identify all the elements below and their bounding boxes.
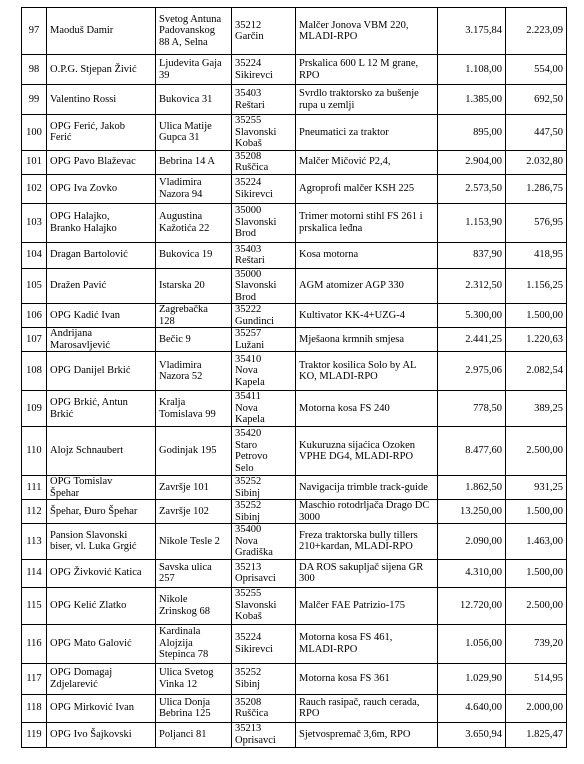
table-row xyxy=(22,587,567,624)
postal-place-cell: 35255 Slavonski Kobaš xyxy=(232,587,296,624)
grant-amount-cell: 1.156,25 xyxy=(506,268,567,304)
equipment-description-cell: Svrdlo traktorsko za bušenje rupa u zemlji xyxy=(296,85,438,115)
applicant-address-cell: Bukovica 19 xyxy=(156,242,232,268)
total-cost-cell: 1.385,00 xyxy=(438,85,506,115)
postal-place-cell: 35212 Garčin xyxy=(232,8,296,55)
row-number-cell: 112 xyxy=(22,500,47,524)
equipment-description-cell: Navigacija trimble track-guide xyxy=(296,476,438,500)
table-row xyxy=(22,115,567,151)
row-number-cell: 97 xyxy=(22,8,47,55)
total-cost-cell: 837,90 xyxy=(438,242,506,268)
postal-place-cell: 35208 Ruščica xyxy=(232,694,296,722)
grant-amount-cell: 1.500,00 xyxy=(506,500,567,524)
grant-amount-cell: 1.220,63 xyxy=(506,328,567,352)
postal-place-cell: 35420 Staro Petrovo Selo xyxy=(232,427,296,476)
total-cost-cell: 12.720,00 xyxy=(438,587,506,624)
grant-amount-cell: 2.500,00 xyxy=(506,587,567,624)
postal-place-cell: 35000 Slavonski Brod xyxy=(232,203,296,242)
grant-amount-cell: 2.223,09 xyxy=(506,8,567,55)
postal-place-cell: 35252 Sibinj xyxy=(232,500,296,524)
applicant-address-cell: Bukovica 31 xyxy=(156,85,232,115)
applicant-address-cell: Ljudevita Gaja 39 xyxy=(156,55,232,85)
total-cost-cell: 3.175,84 xyxy=(438,8,506,55)
table-row xyxy=(22,500,567,524)
row-number-cell: 98 xyxy=(22,55,47,85)
postal-place-cell: 35403 Reštari xyxy=(232,85,296,115)
equipment-description-cell: Motorna kosa FS 361 xyxy=(296,663,438,694)
equipment-description-cell: Malčer Jonova VBM 220, MLADI-RPO xyxy=(296,8,438,55)
postal-place-cell: 35255 Slavonski Kobaš xyxy=(232,115,296,151)
table-row xyxy=(22,352,567,391)
postal-place-cell: 35224 Sikirevci xyxy=(232,55,296,85)
applicant-name-cell: Dražen Pavić xyxy=(47,268,156,304)
applicant-address-cell: Bečic 9 xyxy=(156,328,232,352)
postal-place-cell: 35224 Sikirevci xyxy=(232,624,296,663)
applicant-address-cell: Vladimira Nazora 52 xyxy=(156,352,232,391)
row-number-cell: 107 xyxy=(22,328,47,352)
equipment-description-cell: Kultivator KK-4+UZG-4 xyxy=(296,304,438,328)
postal-place-cell: 35257 Lužani xyxy=(232,328,296,352)
applicant-name-cell: OPG Danijel Brkić xyxy=(47,352,156,391)
total-cost-cell: 3.650,94 xyxy=(438,722,506,747)
table-row xyxy=(22,663,567,694)
row-number-cell: 118 xyxy=(22,694,47,722)
applicant-name-cell: OPG Živković Katica xyxy=(47,559,156,587)
applicant-name-cell: OPG Mato Galović xyxy=(47,624,156,663)
row-number-cell: 114 xyxy=(22,559,47,587)
row-number-cell: 103 xyxy=(22,203,47,242)
total-cost-cell: 2.975,06 xyxy=(438,352,506,391)
grant-amount-cell: 389,25 xyxy=(506,391,567,427)
grant-amount-cell: 692,50 xyxy=(506,85,567,115)
grant-amount-cell: 2.500,00 xyxy=(506,427,567,476)
row-number-cell: 106 xyxy=(22,304,47,328)
total-cost-cell: 1.108,00 xyxy=(438,55,506,85)
row-number-cell: 117 xyxy=(22,663,47,694)
equipment-description-cell: Traktor kosilica Solo by AL KO, MLADI-RPO xyxy=(296,352,438,391)
equipment-description-cell: Freza traktorska bully tillers 210+kardan, MLADI-RPO xyxy=(296,524,438,560)
applicant-address-cell: Savska ulica 257 xyxy=(156,559,232,587)
total-cost-cell: 8.477,60 xyxy=(438,427,506,476)
row-number-cell: 113 xyxy=(22,524,47,560)
row-number-cell: 115 xyxy=(22,587,47,624)
grant-amount-cell: 931,25 xyxy=(506,476,567,500)
grant-amount-cell: 1.286,75 xyxy=(506,174,567,203)
grant-amount-cell: 514,95 xyxy=(506,663,567,694)
postal-place-cell: 35400 Nova Gradiška xyxy=(232,524,296,560)
table-row xyxy=(22,174,567,203)
applicant-address-cell: Svetog Antuna Padovanskog 88 A, Selna xyxy=(156,8,232,55)
postal-place-cell: 35000 Slavonski Brod xyxy=(232,268,296,304)
applicant-address-cell: Ulica Svetog Vinka 12 xyxy=(156,663,232,694)
row-number-cell: 109 xyxy=(22,391,47,427)
equipment-description-cell: Kukuruzna sijaćica Ozoken VPHE DG4, MLADI-RPO xyxy=(296,427,438,476)
table-row xyxy=(22,722,567,747)
grant-amount-cell: 2.082,54 xyxy=(506,352,567,391)
row-number-cell: 110 xyxy=(22,427,47,476)
grant-amount-cell: 554,00 xyxy=(506,55,567,85)
postal-place-cell: 35403 Reštari xyxy=(232,242,296,268)
applicant-address-cell: Završje 101 xyxy=(156,476,232,500)
equipment-description-cell: DA ROS sakupljač sijena GR 300 xyxy=(296,559,438,587)
total-cost-cell: 1.153,90 xyxy=(438,203,506,242)
applicant-name-cell: Pansion Slavonski biser, vl. Luka Grgić xyxy=(47,524,156,560)
applicant-name-cell: OPG Mirković Ivan xyxy=(47,694,156,722)
equipment-description-cell: Malčer Mičović P2,4, xyxy=(296,150,438,174)
equipment-description-cell: Agroprofi malčer KSH 225 xyxy=(296,174,438,203)
applicant-name-cell: OPG Kelić Zlatko xyxy=(47,587,156,624)
total-cost-cell: 2.441,25 xyxy=(438,328,506,352)
total-cost-cell: 2.312,50 xyxy=(438,268,506,304)
grant-amount-cell: 576,95 xyxy=(506,203,567,242)
total-cost-cell: 1.029,90 xyxy=(438,663,506,694)
equipment-description-cell: Motorna kosa FS 461, MLADI-RPO xyxy=(296,624,438,663)
equipment-description-cell: AGM atomizer AGP 330 xyxy=(296,268,438,304)
row-number-cell: 102 xyxy=(22,174,47,203)
row-number-cell: 108 xyxy=(22,352,47,391)
grant-amount-cell: 1.500,00 xyxy=(506,559,567,587)
total-cost-cell: 2.090,00 xyxy=(438,524,506,560)
total-cost-cell: 4.310,00 xyxy=(438,559,506,587)
equipment-description-cell: Rauch rasipač, rauch cerada, RPO xyxy=(296,694,438,722)
grant-amount-cell: 1.825,47 xyxy=(506,722,567,747)
table-row xyxy=(22,391,567,427)
applicant-name-cell: O.P.G. Stjepan Živić xyxy=(47,55,156,85)
grant-amount-cell: 2.000,00 xyxy=(506,694,567,722)
table-row xyxy=(22,203,567,242)
applicant-address-cell: Istarska 20 xyxy=(156,268,232,304)
total-cost-cell: 895,00 xyxy=(438,115,506,151)
applicant-name-cell: OPG Iva Zovko xyxy=(47,174,156,203)
grant-amount-cell: 2.032,80 xyxy=(506,150,567,174)
total-cost-cell: 2.573,50 xyxy=(438,174,506,203)
table-row xyxy=(22,476,567,500)
total-cost-cell: 778,50 xyxy=(438,391,506,427)
applicant-address-cell: Kardinala Alojzija Stepinca 78 xyxy=(156,624,232,663)
table-row xyxy=(22,427,567,476)
total-cost-cell: 2.904,00 xyxy=(438,150,506,174)
row-number-cell: 111 xyxy=(22,476,47,500)
table-row xyxy=(22,694,567,722)
applicant-name-cell: OPG Ivo Šajkovski xyxy=(47,722,156,747)
equipment-description-cell: Sjetvospremač 3,6m, RPO xyxy=(296,722,438,747)
applicant-address-cell: Augustina Kažotića 22 xyxy=(156,203,232,242)
row-number-cell: 105 xyxy=(22,268,47,304)
table-row xyxy=(22,268,567,304)
equipment-description-cell: Maschio rotodrljača Drago DC 3000 xyxy=(296,500,438,524)
equipment-description-cell: Prskalica 600 L 12 M grane, RPO xyxy=(296,55,438,85)
postal-place-cell: 35252 Sibinj xyxy=(232,663,296,694)
equipment-description-cell: Pneumatici za traktor xyxy=(296,115,438,151)
total-cost-cell: 5.300,00 xyxy=(438,304,506,328)
grant-amount-cell: 739,20 xyxy=(506,624,567,663)
equipment-description-cell: Motorna kosa FS 240 xyxy=(296,391,438,427)
total-cost-cell: 4.640,00 xyxy=(438,694,506,722)
table-row xyxy=(22,150,567,174)
postal-place-cell: 35411 Nova Kapela xyxy=(232,391,296,427)
equipment-description-cell: Mješaona krmnih smjesa xyxy=(296,328,438,352)
applicant-name-cell: Dragan Bartolović xyxy=(47,242,156,268)
table-body xyxy=(22,8,567,748)
table-row xyxy=(22,524,567,560)
equipment-description-cell: Kosa motorna xyxy=(296,242,438,268)
table-row xyxy=(22,559,567,587)
table-row xyxy=(22,8,567,55)
row-number-cell: 100 xyxy=(22,115,47,151)
grant-amount-cell: 418,95 xyxy=(506,242,567,268)
applicant-address-cell: Godinjak 195 xyxy=(156,427,232,476)
applicant-address-cell: Kralja Tomislava 99 xyxy=(156,391,232,427)
applicant-address-cell: Ulica Donja Bebrina 125 xyxy=(156,694,232,722)
postal-place-cell: 35252 Sibinj xyxy=(232,476,296,500)
applicant-name-cell: OPG Pavo Blaževac xyxy=(47,150,156,174)
row-number-cell: 116 xyxy=(22,624,47,663)
row-number-cell: 104 xyxy=(22,242,47,268)
applicant-address-cell: Bebrina 14 A xyxy=(156,150,232,174)
postal-place-cell: 35213 Oprisavci xyxy=(232,722,296,747)
applicant-address-cell: Završje 102 xyxy=(156,500,232,524)
equipment-description-cell: Malčer FAE Patrizio-175 xyxy=(296,587,438,624)
applicant-name-cell: OPG Ferić, Jakob Ferić xyxy=(47,115,156,151)
applicant-name-cell: OPG Kadić Ivan xyxy=(47,304,156,328)
total-cost-cell: 1.862,50 xyxy=(438,476,506,500)
applicant-address-cell: Zagrebačka 128 xyxy=(156,304,232,328)
applicant-name-cell: Valentino Rossi xyxy=(47,85,156,115)
postal-place-cell: 35222 Gundinci xyxy=(232,304,296,328)
applicant-name-cell: OPG Domagaj Zdjelarević xyxy=(47,663,156,694)
total-cost-cell: 1.056,00 xyxy=(438,624,506,663)
postal-place-cell: 35410 Nova Kapela xyxy=(232,352,296,391)
postal-place-cell: 35224 Sikirevci xyxy=(232,174,296,203)
row-number-cell: 101 xyxy=(22,150,47,174)
applicant-name-cell: Alojz Schnaubert xyxy=(47,427,156,476)
grant-amount-cell: 1.500,00 xyxy=(506,304,567,328)
applicant-name-cell: Špehar, Đuro Špehar xyxy=(47,500,156,524)
applicant-address-cell: Nikole Tesle 2 xyxy=(156,524,232,560)
applicant-name-cell: OPG Tomislav Špehar xyxy=(47,476,156,500)
postal-place-cell: 35213 Oprisavci xyxy=(232,559,296,587)
total-cost-cell: 13.250,00 xyxy=(438,500,506,524)
table-row xyxy=(22,328,567,352)
beneficiaries-table xyxy=(21,7,567,748)
table-row xyxy=(22,242,567,268)
applicant-address-cell: Poljanci 81 xyxy=(156,722,232,747)
row-number-cell: 119 xyxy=(22,722,47,747)
applicant-address-cell: Ulica Matije Gupca 31 xyxy=(156,115,232,151)
applicant-name-cell: Andrijana Marosavljević xyxy=(47,328,156,352)
table-row xyxy=(22,85,567,115)
grant-amount-cell: 447,50 xyxy=(506,115,567,151)
row-number-cell: 99 xyxy=(22,85,47,115)
applicant-name-cell: Maoduš Damir xyxy=(47,8,156,55)
table-row xyxy=(22,624,567,663)
applicant-name-cell: OPG Brkić, Antun Brkić xyxy=(47,391,156,427)
table-row xyxy=(22,304,567,328)
applicant-address-cell: Vladimira Nazora 94 xyxy=(156,174,232,203)
postal-place-cell: 35208 Ruščica xyxy=(232,150,296,174)
table-row xyxy=(22,55,567,85)
applicant-name-cell: OPG Halajko, Branko Halajko xyxy=(47,203,156,242)
grant-amount-cell: 1.463,00 xyxy=(506,524,567,560)
equipment-description-cell: Trimer motorni stihl FS 261 i prskalica leđna xyxy=(296,203,438,242)
applicant-address-cell: Nikole Zrinskog 68 xyxy=(156,587,232,624)
